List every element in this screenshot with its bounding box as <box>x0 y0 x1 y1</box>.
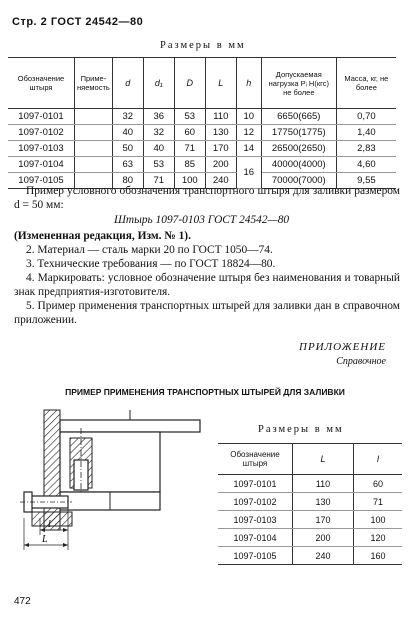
cell: 1097-0102 <box>8 125 75 141</box>
cell: 110 <box>205 109 236 125</box>
col-header: d <box>112 58 143 109</box>
table-row <box>218 511 402 529</box>
pin-application-drawing <box>10 400 210 570</box>
table-row <box>218 493 402 511</box>
cell: 2,83 <box>336 141 396 157</box>
cell: 17750(1775) <box>261 125 336 141</box>
designation-code: Штырь 1097-0103 ГОСТ 24542—80 <box>114 214 290 226</box>
table-row <box>218 475 402 493</box>
cell: 200 <box>293 529 354 547</box>
table-row <box>8 141 396 157</box>
cell: 10 <box>236 109 261 125</box>
cell: 130 <box>205 125 236 141</box>
cell <box>75 157 113 173</box>
cell: 170 <box>293 511 354 529</box>
cell: 1097-0104 <box>8 157 75 173</box>
col-header: Приме- няемость <box>75 58 113 109</box>
table2-caption: Размеры в мм <box>258 424 344 435</box>
cell: 1097-0103 <box>8 141 75 157</box>
cell: 63 <box>112 157 143 173</box>
cell: 36 <box>143 109 174 125</box>
cell: 32 <box>112 109 143 125</box>
table1-header-row <box>8 58 396 109</box>
cell: 50 <box>112 141 143 157</box>
cell: 9,55 <box>336 173 396 189</box>
cell: 85 <box>174 157 205 173</box>
cell: 40 <box>112 125 143 141</box>
dim-label-L: L <box>42 534 48 545</box>
table1-caption: Размеры в мм <box>160 40 246 51</box>
cell: 1097-0105 <box>218 547 293 565</box>
cell: 6650(665) <box>261 109 336 125</box>
cell: 160 <box>354 547 403 565</box>
designation-example: Пример условного обозначения транспортного штыря для заливки размером d = 50 мм: <box>14 185 400 211</box>
item-4: 4. Маркировать: условное обозначение штыря без наименования и товарный знак предприятия-изготовителя. <box>14 272 400 298</box>
cell: 60 <box>354 475 403 493</box>
cell: 120 <box>354 529 403 547</box>
cell: 100 <box>354 511 403 529</box>
cell: 170 <box>205 141 236 157</box>
table-row <box>8 157 396 173</box>
application-table <box>218 443 402 565</box>
cell: 32 <box>143 125 174 141</box>
col-header: Масса, кг, не более <box>336 58 396 109</box>
cell: 1097-0103 <box>218 511 293 529</box>
cell: 70000(7000) <box>261 173 336 189</box>
page-number: 472 <box>14 596 31 607</box>
cell: 12 <box>236 125 261 141</box>
cell: 71 <box>354 493 403 511</box>
cell: 1,40 <box>336 125 396 141</box>
table-row <box>218 529 402 547</box>
cell: 80 <box>112 173 143 189</box>
cell: 53 <box>143 157 174 173</box>
cell <box>75 109 113 125</box>
dim-label-l: l <box>48 519 51 530</box>
col-header: D <box>174 58 205 109</box>
dimensions-table <box>8 57 396 189</box>
table-row <box>8 125 396 141</box>
item-5: 5. Пример применения транспортных штырей для заливки дан в справочном приложении. <box>14 300 400 326</box>
col-header: Допускаемая нагрузка Pᵢ Н(кгс) не более <box>261 58 336 109</box>
cell: 26500(2650) <box>261 141 336 157</box>
cell: 110 <box>293 475 354 493</box>
cell: 1097-0101 <box>8 109 75 125</box>
amendment-note: (Измененная редакция, Изм. № 1). <box>14 230 191 242</box>
appendix-sublabel: Справочное <box>336 356 386 367</box>
table-row <box>8 109 396 125</box>
table2-header-row <box>218 444 402 475</box>
cell: 40 <box>143 141 174 157</box>
col-header: d₁ <box>143 58 174 109</box>
item-3: 3. Технические требования — по ГОСТ 18824—80. <box>26 258 276 270</box>
col-header: Обозначение штыря <box>218 444 293 475</box>
table-row <box>218 547 402 565</box>
cell: 200 <box>205 157 236 173</box>
cell: 0,70 <box>336 109 396 125</box>
col-header: l <box>354 444 403 475</box>
cell: 53 <box>174 109 205 125</box>
cell: 130 <box>293 493 354 511</box>
cell: 1097-0105 <box>8 173 75 189</box>
cell: 14 <box>236 141 261 157</box>
cell: 71 <box>174 141 205 157</box>
col-header: h <box>236 58 261 109</box>
cell: 100 <box>174 173 205 189</box>
appendix-label: ПРИЛОЖЕНИЕ <box>299 341 386 353</box>
cell: 71 <box>143 173 174 189</box>
cell <box>75 125 113 141</box>
cell: 1097-0101 <box>218 475 293 493</box>
appendix-title: ПРИМЕР ПРИМЕНЕНИЯ ТРАНСПОРТНЫХ ШТЫРЕЙ ДЛЯ ЗАЛИВКИ <box>65 387 345 397</box>
item-2: 2. Материал — сталь марки 20 по ГОСТ 1050—74. <box>26 244 273 256</box>
cell: 1097-0104 <box>218 529 293 547</box>
cell: 16 <box>236 157 261 189</box>
cell: 240 <box>205 173 236 189</box>
page-header: Стр. 2 ГОСТ 24542—80 <box>12 16 144 28</box>
cell: 60 <box>174 125 205 141</box>
col-header: Обозначение штыря <box>8 58 75 109</box>
col-header: L <box>293 444 354 475</box>
cell: 40000(4000) <box>261 157 336 173</box>
cell: 1097-0102 <box>218 493 293 511</box>
cell: 240 <box>293 547 354 565</box>
cell: 4,60 <box>336 157 396 173</box>
col-header: L <box>205 58 236 109</box>
cell <box>75 141 113 157</box>
